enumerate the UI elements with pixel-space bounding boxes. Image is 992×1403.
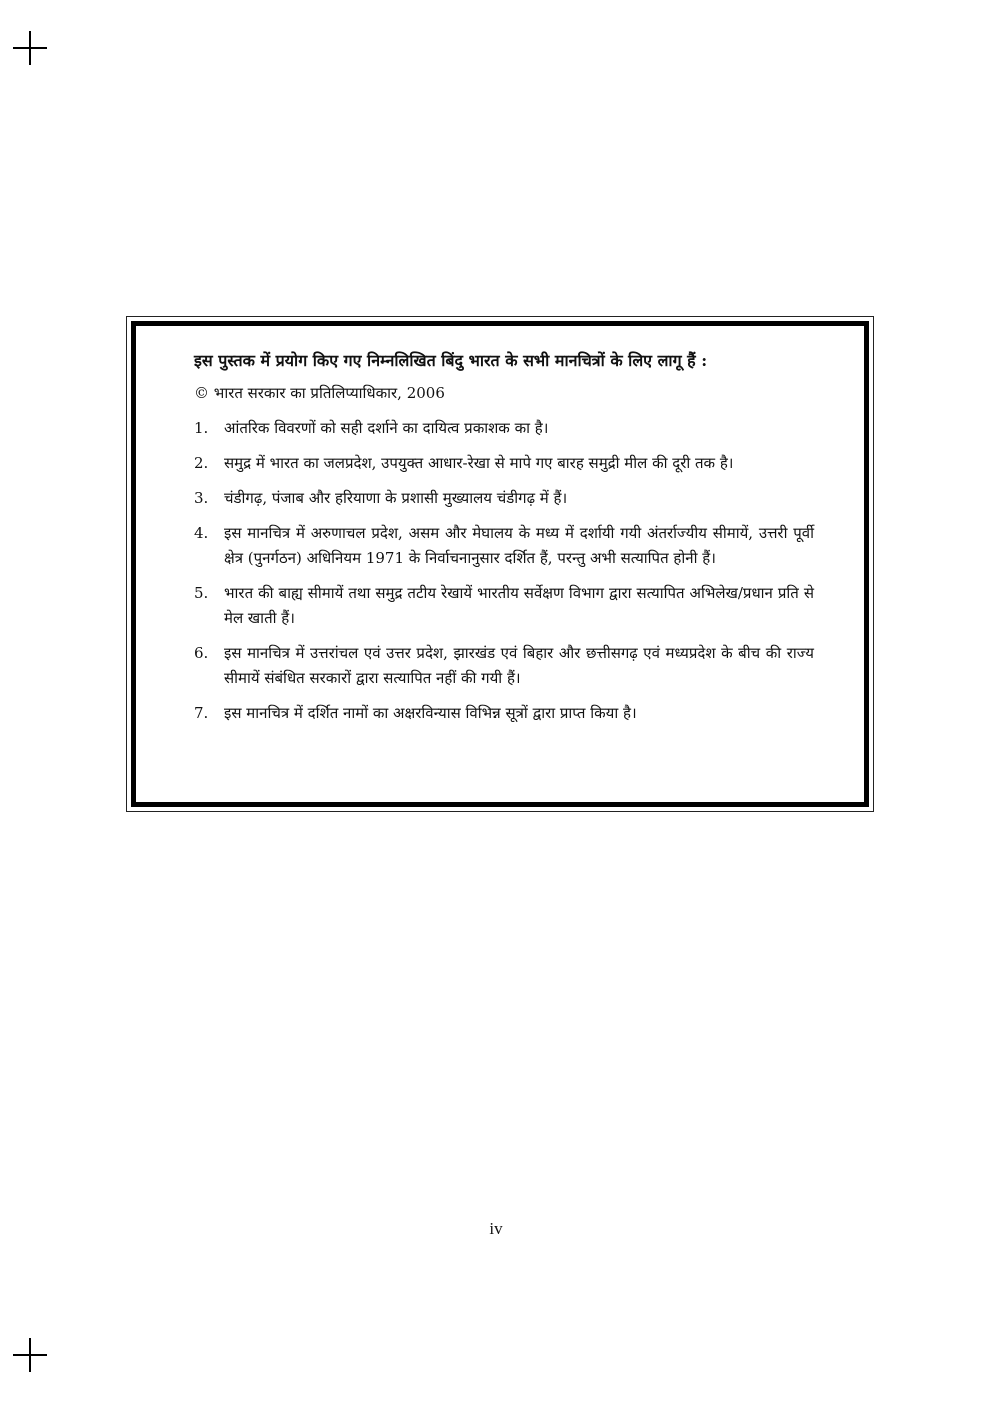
item-text: इस मानचित्र में उत्तरांचल एवं उत्तर प्रदेश, झारखंड एवं बिहार और छत्तीसगढ़ एवं मध्यप्रदेश के बीच की राज्य सीमायें संबंधित सरकारों द्वारा सत्यापित नहीं की गयी हैं। xyxy=(224,644,814,687)
list-item xyxy=(194,581,814,631)
item-number: 6. xyxy=(194,644,209,662)
map-notice-inner-border xyxy=(131,321,869,807)
list-item xyxy=(194,416,814,441)
list-item xyxy=(194,701,814,726)
list-item xyxy=(194,451,814,476)
page-number: iv xyxy=(489,1219,503,1238)
item-number: 2. xyxy=(194,454,209,472)
crop-mark-top-icon xyxy=(13,31,47,65)
item-text: भारत की बाह्य सीमायें तथा समुद्र तटीय रेखायें भारतीय सर्वेक्षण विभाग द्वारा सत्यापित अभिलेख/प्रधान प्रति से मेल खाती हैं। xyxy=(224,584,814,627)
item-text: समुद्र में भारत का जलप्रदेश, उपयुक्त आधार-रेखा से मापे गए बारह समुद्री मील की दूरी तक है। xyxy=(224,454,734,472)
item-text: इस मानचित्र में दर्शित नामों का अक्षरविन्यास विभिन्न सूत्रों द्वारा प्राप्त किया है। xyxy=(224,704,637,722)
list-item xyxy=(194,486,814,511)
list-item xyxy=(194,521,814,571)
item-text: इस मानचित्र में अरुणाचल प्रदेश, असम और मेघालय के मध्य में दर्शायी गयी अंतर्राज्यीय सीमायें, उत्तरी पूर्वी क्षेत्र (पुनर्गठन) अधिनियम 1971 के निर्वाचनानुसार दर्शित हैं, परन्तु अभी सत्यापित होनी हैं। xyxy=(224,524,814,567)
item-number: 7. xyxy=(194,704,209,722)
list-item xyxy=(194,641,814,691)
notice-list xyxy=(194,416,814,726)
item-number: 5. xyxy=(194,584,209,602)
item-number: 3. xyxy=(194,489,209,507)
copyright-line: © भारत सरकार का प्रतिलिप्याधिकार, 2006 xyxy=(194,384,445,402)
item-number: 1. xyxy=(194,419,209,437)
item-text: आंतरिक विवरणों को सही दर्शाने का दायित्व प्रकाशक का है। xyxy=(224,419,549,437)
notice-heading: इस पुस्तक में प्रयोग किए गए निम्नलिखित बिंदु भारत के सभी मानचित्रों के लिए लागू हैं : xyxy=(194,351,708,370)
item-number: 4. xyxy=(194,524,209,542)
crop-mark-bottom-icon xyxy=(13,1338,47,1372)
item-text: चंडीगढ़, पंजाब और हरियाणा के प्रशासी मुख्यालय चंडीगढ़ में हैं। xyxy=(224,489,568,507)
map-notice-content xyxy=(194,350,814,736)
map-notice-box xyxy=(126,316,874,812)
